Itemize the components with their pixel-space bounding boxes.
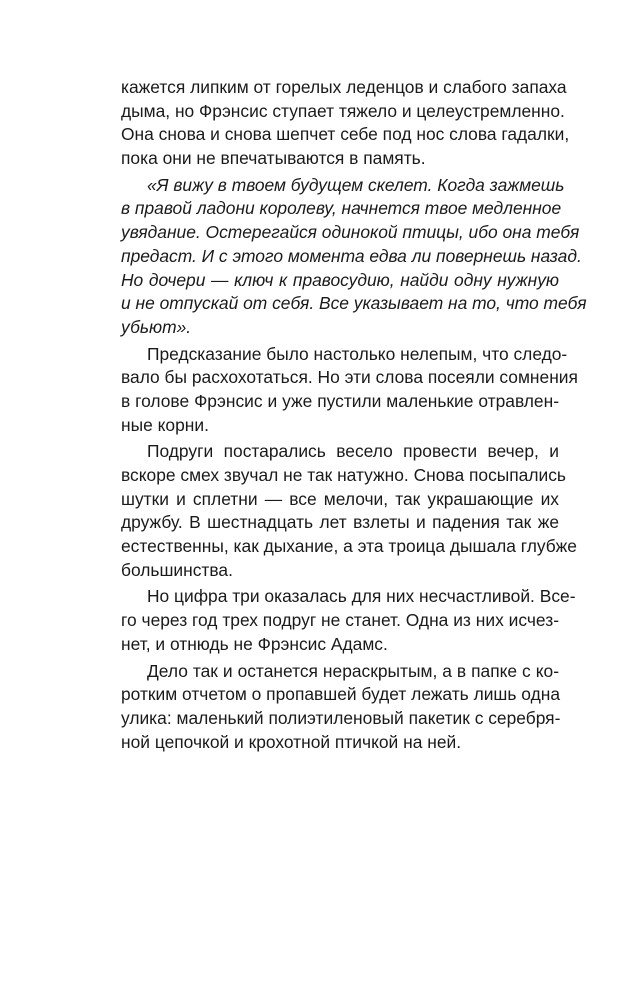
- text-line: вало бы расхохотаться. Но эти слова посеяли сомнения: [121, 367, 578, 388]
- paragraph: [121, 76, 570, 171]
- text-line: увядание. Остерегайся одинокой птицы, ибо она тебя: [121, 222, 580, 243]
- text-line: большинства.: [121, 559, 233, 580]
- text-line: ротким отчетом о пропавшей будет лежать лишь одна: [121, 684, 560, 705]
- text-line: ной цепочкой и крохотной птичкой на ней.: [121, 731, 462, 752]
- text-line: «Я вижу в твоем будущем скелет. Когда зажмешь: [147, 174, 565, 195]
- text-line: Дело так и останется нераскрытым, а в папке с ко-: [147, 660, 559, 681]
- text-line: Предсказание было настолько нелепым, что следо-: [147, 343, 568, 364]
- text-line: в голове Фрэнсис и уже пустили маленькие отравлен-: [121, 390, 559, 411]
- text-line: Но дочери — ключ к правосудию, найди одну нужную: [121, 269, 559, 290]
- text-line: вскоре смех звучал не так натужно. Снова посыпались: [121, 465, 566, 485]
- paragraph: [121, 440, 577, 582]
- text-line: шутки и сплетни — все мелочи, так украшающие их: [121, 488, 559, 509]
- text-line: естественны, как дыхание, а эта троица дышала глубже: [121, 536, 577, 557]
- paragraph: [121, 343, 578, 438]
- text-line: дыма, но Фрэнсис ступает тяжело и целеустремленно.: [121, 100, 565, 121]
- text-line: предаст. И с этого момента едва ли повернешь назад.: [121, 245, 582, 266]
- text-line: дружбу. В шестнадцать лет взлеты и падения так же: [121, 512, 559, 533]
- paragraph: [121, 660, 559, 755]
- paragraph: [121, 585, 576, 656]
- text-line: кажется липким от горелых леденцов и слабого запаха: [121, 77, 567, 97]
- text-line: улика: маленький полиэтиленовый пакетик с серебря-: [121, 707, 561, 728]
- text-line: нет, и отнюдь не Фрэнсис Адамс.: [121, 633, 388, 654]
- paragraph-prophecy: [121, 174, 587, 340]
- text-line: пока они не впечатываются в память.: [121, 148, 426, 169]
- page-text: [121, 76, 587, 754]
- text-line: Подруги постарались весело провести вечер, и: [147, 441, 559, 462]
- text-line: Но цифра три оказалась для них несчастливой. Все-: [147, 586, 576, 607]
- text-line: в правой ладони королеву, начнется твое медленное: [121, 198, 562, 219]
- text-line: го через год трех подруг не станет. Одна из них исчез-: [121, 610, 559, 631]
- text-line: и не отпускай от себя. Все указывает на то, что тебя: [121, 293, 587, 314]
- text-line: убьют».: [121, 316, 192, 337]
- text-line: ные корни.: [121, 414, 209, 435]
- text-line: Она снова и снова шепчет себе под нос слова гадалки,: [121, 124, 570, 145]
